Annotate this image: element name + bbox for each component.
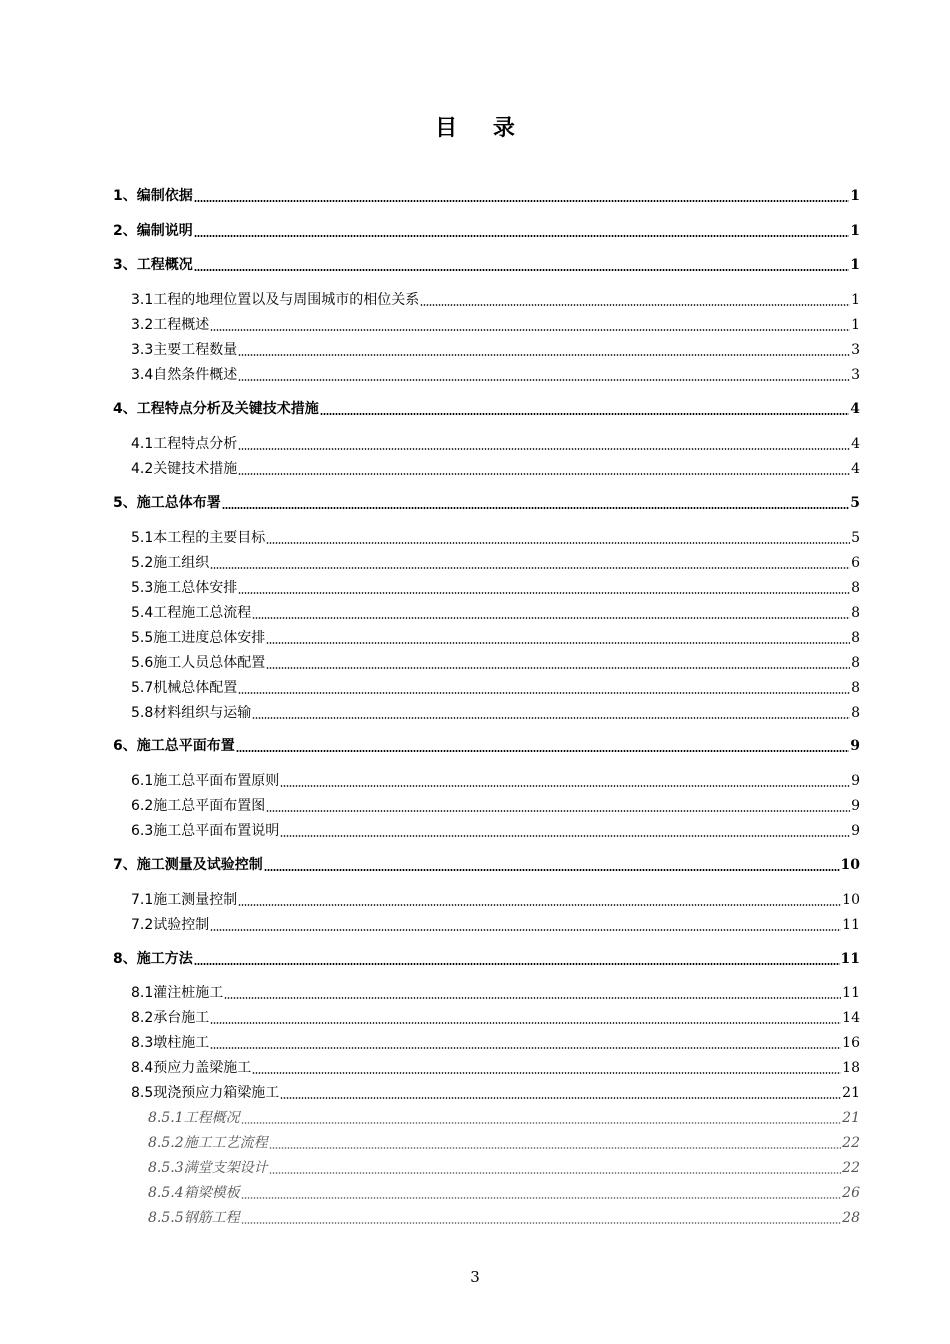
toc-entry-label: 5.3施工总体安排 (131, 580, 238, 596)
toc-entry[interactable] (148, 1157, 860, 1179)
toc-entry-label: 8.5.2施工工艺流程 (148, 1135, 268, 1151)
toc-entry[interactable] (131, 1057, 860, 1079)
toc-entry[interactable] (131, 433, 860, 455)
dot-leader (266, 627, 850, 649)
toc-entry[interactable] (113, 948, 860, 970)
dot-leader (210, 1007, 841, 1029)
dot-leader (264, 854, 840, 876)
toc-entry[interactable] (148, 1132, 860, 1154)
dot-leader (236, 735, 850, 757)
toc-entry-page: 3 (851, 342, 860, 358)
toc-entry-label: 7、施工测量及试验控制 (113, 857, 263, 873)
toc-entry[interactable] (131, 552, 860, 574)
toc-entry-page: 8 (851, 705, 860, 721)
toc-entry[interactable] (131, 627, 860, 649)
dot-leader (420, 289, 850, 311)
toc-entry[interactable] (131, 602, 860, 624)
dot-leader (210, 552, 850, 574)
toc-entry-label: 4.1工程特点分析 (131, 436, 238, 452)
dot-leader (238, 364, 850, 386)
toc-entry-page: 1 (851, 317, 860, 333)
toc-entry-label: 5.4工程施工总流程 (131, 605, 252, 621)
toc-entry-label: 8.5.3满堂支架设计 (148, 1160, 268, 1176)
toc-entry-page: 4 (851, 436, 860, 452)
toc-entry-page: 14 (842, 1010, 860, 1026)
dot-leader (280, 770, 850, 792)
toc-entry-page: 26 (842, 1185, 860, 1201)
toc-entry[interactable] (113, 735, 860, 757)
toc-entry-page: 9 (850, 738, 860, 754)
toc-entry-page: 1 (850, 257, 860, 273)
toc-entry-label: 5.8材料组织与运输 (131, 705, 252, 721)
dot-leader (269, 1157, 842, 1179)
dot-leader (280, 1082, 841, 1104)
toc-entry-label: 8.2承台施工 (131, 1010, 210, 1026)
dot-leader (210, 1032, 841, 1054)
toc-entry-page: 8 (851, 605, 860, 621)
toc-entry[interactable] (131, 820, 860, 842)
toc-entry[interactable] (148, 1207, 860, 1229)
toc-entry-page: 11 (842, 917, 860, 933)
toc-entry-label: 3.3主要工程数量 (131, 342, 238, 358)
dot-leader (238, 889, 841, 911)
dot-leader (269, 1132, 842, 1154)
toc-entry-label: 6.1施工总平面布置原则 (131, 773, 280, 789)
toc-entry-label: 8.5现浇预应力箱梁施工 (131, 1085, 280, 1101)
dot-leader (194, 185, 850, 207)
toc-entry-label: 5.2施工组织 (131, 555, 210, 571)
toc-entry-page: 16 (842, 1035, 860, 1051)
toc-entry-page: 18 (842, 1060, 860, 1076)
toc-entry-label: 3、工程概况 (113, 257, 193, 273)
toc-entry-page: 8 (851, 580, 860, 596)
dot-leader (210, 914, 841, 936)
toc-entry-label: 5.7机械总体配置 (131, 680, 238, 696)
toc-entry-page: 6 (851, 555, 860, 571)
toc-entry-label: 1、编制依据 (113, 188, 193, 204)
toc-entry[interactable] (113, 185, 860, 207)
toc-entry-page: 1 (850, 223, 860, 239)
toc-entry-label: 7.1施工测量控制 (131, 892, 238, 908)
toc-entry-page: 3 (851, 367, 860, 383)
dot-leader (266, 652, 850, 674)
toc-entry-label: 5.5施工进度总体安排 (131, 630, 266, 646)
toc-entry-page: 22 (842, 1135, 860, 1151)
toc-entry[interactable] (148, 1107, 860, 1129)
toc-entry[interactable] (113, 492, 860, 514)
toc-entry-page: 9 (851, 823, 860, 839)
dot-leader (241, 1182, 842, 1204)
toc-entry-page: 21 (842, 1110, 860, 1126)
dot-leader (238, 577, 850, 599)
toc-entry-label: 6.2施工总平面布置图 (131, 798, 266, 814)
toc-entry[interactable] (131, 982, 860, 1004)
toc-entry[interactable] (131, 364, 860, 386)
toc-entry-page: 11 (842, 985, 860, 1001)
dot-leader (266, 527, 850, 549)
dot-leader (241, 1107, 842, 1129)
toc-entry[interactable] (113, 254, 860, 276)
toc-entry-page: 5 (851, 530, 860, 546)
dot-leader (238, 339, 850, 361)
dot-leader (266, 795, 850, 817)
dot-leader (210, 314, 850, 336)
dot-leader (238, 458, 850, 480)
toc-entry-label: 5.1本工程的主要目标 (131, 530, 266, 546)
toc-entry-page: 22 (842, 1160, 860, 1176)
toc-entry-label: 3.1工程的地理位置以及与周围城市的相位关系 (131, 292, 420, 308)
toc-entry-page: 8 (851, 630, 860, 646)
toc-entry-label: 8.5.5钢筋工程 (148, 1210, 240, 1226)
toc-entry-label: 3.2工程概述 (131, 317, 210, 333)
toc-entry[interactable] (131, 458, 860, 480)
toc-entry-page: 21 (842, 1085, 860, 1101)
toc-entry-label: 4.2关键技术措施 (131, 461, 238, 477)
toc-entry[interactable] (131, 577, 860, 599)
toc-entry-page: 28 (842, 1210, 860, 1226)
toc-entry[interactable] (148, 1182, 860, 1204)
toc-entry[interactable] (131, 1007, 860, 1029)
toc-entry-page: 9 (851, 773, 860, 789)
toc-entry[interactable] (131, 677, 860, 699)
dot-leader (194, 220, 850, 242)
toc-entry-page: 4 (851, 461, 860, 477)
toc-entry[interactable] (131, 527, 860, 549)
toc-entry-label: 4、工程特点分析及关键技术措施 (113, 401, 319, 417)
page-title: 目 录 (435, 116, 529, 141)
toc-entry[interactable] (131, 914, 860, 936)
toc-entry-page: 10 (842, 892, 860, 908)
toc-entry[interactable] (131, 1082, 860, 1104)
toc-entry-page: 1 (851, 292, 860, 308)
toc-entry[interactable] (131, 889, 860, 911)
toc-entry-label: 8.1灌注桩施工 (131, 985, 224, 1001)
toc-entry[interactable] (131, 702, 860, 724)
toc-entry[interactable] (131, 1032, 860, 1054)
toc-entry-label: 5、施工总体布署 (113, 495, 221, 511)
toc-entry-label: 8.3墩柱施工 (131, 1035, 210, 1051)
dot-leader (241, 1207, 842, 1229)
toc-entry[interactable] (131, 770, 860, 792)
toc-entry-label: 5.6施工人员总体配置 (131, 655, 266, 671)
toc-entry-label: 7.2试验控制 (131, 917, 210, 933)
toc-entry-page: 1 (850, 188, 860, 204)
toc-entry-label: 8.5.4箱梁模板 (148, 1185, 240, 1201)
dot-leader (194, 254, 850, 276)
toc-entry-label: 6.3施工总平面布置说明 (131, 823, 280, 839)
toc-entry-page: 10 (840, 857, 860, 873)
toc-entry[interactable] (131, 795, 860, 817)
dot-leader (194, 948, 840, 970)
toc-entry-label: 8、施工方法 (113, 951, 193, 967)
page-number: 3 (470, 1268, 480, 1286)
toc-entry-page: 9 (851, 798, 860, 814)
dot-leader (320, 398, 850, 420)
dot-leader (224, 982, 841, 1004)
toc-entry-label: 8.5.1工程概况 (148, 1110, 240, 1126)
toc-entry-label: 8.4预应力盖梁施工 (131, 1060, 252, 1076)
dot-leader (238, 433, 850, 455)
toc-entry[interactable] (113, 220, 860, 242)
toc-entry-page: 4 (850, 401, 860, 417)
dot-leader (252, 1057, 841, 1079)
toc-entry-label: 3.4自然条件概述 (131, 367, 238, 383)
dot-leader (252, 602, 850, 624)
toc-entry[interactable] (131, 652, 860, 674)
toc-entry-page: 5 (850, 495, 860, 511)
toc-entry-page: 8 (851, 680, 860, 696)
toc-entry[interactable] (113, 398, 860, 420)
toc-entry-page: 11 (840, 951, 860, 967)
toc-entry-label: 6、施工总平面布置 (113, 738, 235, 754)
toc-entry[interactable] (113, 854, 860, 876)
toc-entry[interactable] (131, 314, 860, 336)
dot-leader (252, 702, 850, 724)
toc-entry[interactable] (131, 339, 860, 361)
toc-entry[interactable] (131, 289, 860, 311)
toc-entry-page: 8 (851, 655, 860, 671)
dot-leader (280, 820, 850, 842)
dot-leader (222, 492, 850, 514)
toc-entry-label: 2、编制说明 (113, 223, 193, 239)
dot-leader (238, 677, 850, 699)
